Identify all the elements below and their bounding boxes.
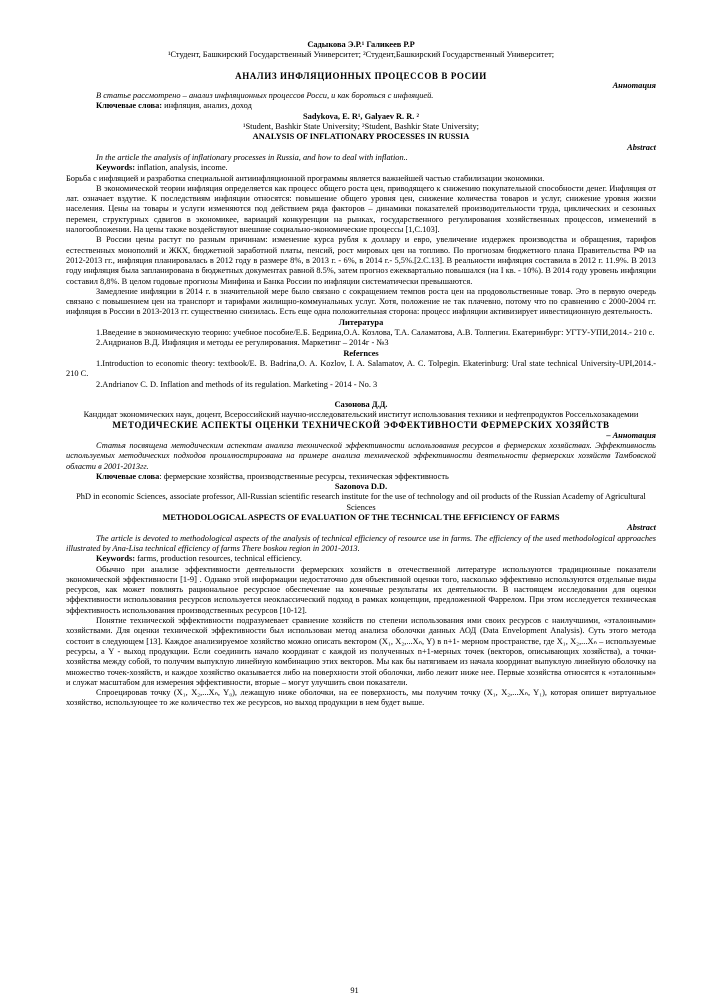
author-en: Sazonova D.D. [334, 482, 388, 492]
keywords-en: Keywords: inflation, analysis, income. [96, 163, 228, 173]
page-number: 91 [350, 986, 359, 995]
article-title-ru: МЕТОДИЧЕСКИЕ АСПЕКТЫ ОЦЕНКИ ТЕХНИЧЕСКОЙ ЭФФЕКТИВНОСТИ ФЕРМЕРСКИХ ХОЗЯЙСТВ [112, 420, 610, 431]
annotation-label: Аннотация [612, 80, 656, 90]
literature-heading: Литература [338, 317, 384, 327]
annotation-text: Статья посвящена методическим аспектам анализа технической эффективности использования ресурсов в фермерских хозяйствах. Эффективность используемых методических подходов проиллюстрирована на примере анализа технической эффективности деятельности фермерских хозяйств Тамбовской области в 2001-2013гг. [66, 440, 656, 471]
keywords-ru: Ключевые слова: инфляция, анализ, доход [96, 101, 252, 111]
affiliation-en: PhD in economic Sciences, associate professor, All-Russian scientific research institute for the use of technology and oil products of the Russian Academy of Agricultural Sciences [76, 492, 646, 512]
affiliation-en: ¹Student, Bashkir State University; ²Student, Bashkir State University; [242, 122, 479, 132]
authors-ru: Садыкова Э.Р.¹ Галикеев Р.Р [307, 40, 415, 49]
annotation-label: – Аннотация [606, 430, 656, 440]
affiliation-ru: Кандидат экономических наук, доцент, Всероссийский научно-исследовательский институт использования техники и нефтепродуктов Россельхозакадемии [83, 410, 639, 420]
abstract-text: In the article the analysis of inflationary processes in Russia, and how to deal with inflation.. [96, 152, 408, 162]
abstract-text: The article is devoted to methodological aspects of the analysis of technical efficiency of resource use in farms. The efficiency of the used methodological approaches illustrated by Ana-Lisa technical efficiency of farms There boskou region in 2001-2013. [66, 533, 656, 553]
author-ru: Сазонова Д.Д. [334, 399, 388, 409]
keywords-en: Keywords: farms, production resources, technical efficiency. [96, 554, 302, 564]
keywords-ru: Ключевые слова: фермерские хозяйства, производственные ресурсы, техническая эффективность [96, 471, 449, 481]
affiliation-ru: ¹Студент, Башкирский Государственный Университет; ²Студент,Башкирский Государственный Университет; [167, 50, 555, 60]
article-title-ru: АНАЛИЗ ИНФЛЯЦИОННЫХ ПРОЦЕССОВ В РОСИИ [235, 70, 487, 81]
literature-item: 2.Андрианов В.Д. Инфляция и методы ее регулирования. Маркетинг – 2014г - №3 [96, 338, 389, 348]
references-heading: Refernces [343, 348, 379, 358]
body-paragraph: Понятие технической эффективности подразумевает сравнение хозяйств по степени использования ими своих ресурсов с наилучшими, «эталонными» хозяйствами. Для оценки технической эффективности был использован метод анализа оболочки данных АОД (Data Envelopment Analysis). Суть этого метода состоит в следующем [13]. Каждое анализируемое хозяйство можно описать вектором (X₁, X₂,...Xₙ, Y) в n+1- мерном пространстве, где X₁, X₂,...Xₙ – используемые ресурсы, а Y - выход продукции. Если соединить начало координат с каждой из полученных n+1-мерных точек (векторов, описывающих хозяйства), а точки-хозяйства между собой, то получим выпуклую линейную комбинацию этих векторов. Мы как бы натягиваем из начала координат выпуклую линейную оболочку на множество точек-хозяйств, и каждое хозяйство оказывается либо на поверхности этой оболочки, либо лежит ниже нее. Первые хозяйства относятся к «эталонным» и служат масштабом для измерения эффективности, вторые – могут улучшить свои показатели. [66, 616, 656, 687]
body-paragraph: В экономической теории инфляция определяется как процесс общего роста цен, приводящего к снижению покупательной способности денег. Инфляция от лат. означает вздутие. К последствиям инфляции относятся: повышение общего уровня цен, снижение количества товаров и услуг, снижение уровня жизни населения. Цены на товары и услуги изменяются под действием ряда факторов – динамики показателей производительности труда, циклических и сезонных перемен, структурных сдвигов в экономикее, вариаций конкуренции на рынках, государственного регулирования хозяйственных процессов, изменений в налогообложении. На цены также воздействуют внешние социально-экономические процессы [1,С.103]. [66, 183, 656, 235]
article-title-en: ANALYSIS OF INFLATIONARY PROCESSES IN RUSSIA [252, 132, 470, 142]
literature-item: 1.Введение в экономическую теорию: учебное пособие/Е.Б. Бедрина,О.А. Козлова, Т.А. Саламатова, А.В. Толпегин. Екатеринбург: УГТУ-УПИ,2014.- 210 с. [96, 328, 655, 338]
authors-en: Sadykova, E. R¹, Galyaev R. R. ² [302, 111, 419, 121]
body-paragraph: Спроецировав точку (X₁, X₂,...Xₙ, Y₀), лежащую ниже оболочки, на ее поверхность, мы получим точку (X₁, X₂,...Xₙ, Y₁), которая опишет виртуальное хозяйство, использующее то же количество тех же ресурсов, но выход продукции в нем будет выше. [66, 688, 656, 708]
page-content [66, 40, 656, 709]
body-paragraph: В России цены растут по разным причинам: изменение курса рубля к доллару и евро, увеличение издержек производства и обращения, тарифов естественных монополий и ЖКХ, бюджетной заработной платы, пенсий, рост мировых цен на топливо. По прогнозам бюджетного плана Правительства РФ на 2012-2013 гг., инфляция планировалась в 2012 году в размере 8%, в 2013 г. - 6%, в 2014 г.- 5,5%.[2.С.13]. В реальности инфляция составила в 2012 г. 11.9%. В 2013 году инфляция была запланирована в бюджетных документах равной 8.5%, затем прогноз ежеквартально повышался (на I кв. - 10%). В 2014 году уровень инфляции составил 8,8%. В целом годовые прогнозы Минфина и Банка России по инфляции систематически превышаются. [66, 235, 656, 286]
body-paragraph: Обычно при анализе эффективности деятельности фермерских хозяйств в отечественной литературе используются традиционные показатели экономической эффективности [1-9] . Однако этой информации недостаточно для объективной оценки того, насколько эффективно используются отдельные виды ресурсов, как может повлиять рациональное ресурсное обеспечение на конечные результаты их деятельности. В настоящем исследовании для оценки эффективности использования ресурсов используется неоклассический подход в рамках концепции, предложенной Фаррелом. При этом исследуется техническая эффективность использования производственных ресурсов [10-12]. [66, 564, 656, 615]
article-title-en: METHODOLOGICAL ASPECTS OF EVALUATION OF THE TECHNICAL THE EFFICIENCY OF FARMS [162, 513, 560, 523]
body-paragraph: Замедление инфляции в 2014 г. в значительной мере было связано с сокращением темпов роста цен на продовольственные товар. Это в первую очередь связано с повышением цен на транспорт и тарифами жилищно-коммунальных услуг. Хотя, положение не так плачевно, потому что по сравнению с 2000-2004 гг. инфляция в России в 2013-2013 гг. существенно снизилась. Есть еще одна положительная сторона: процесс инфляции активизирует инвестиционную деятельность. [66, 286, 656, 317]
reference-item: 2.Andrianov C. D. Inflation and methods of its regulation. Marketing - 2014 - No. 3 [96, 379, 378, 389]
abstract-label: Abstract [627, 523, 656, 533]
reference-item: 1.Introduction to economic theory: textbook/E. B. Badrina,O. A. Kozlov, I. A. Salamatov, A. C. Tolpegin. Ekaterinburg: Ural state technical University-UPI,2014.- 210 C. [66, 358, 656, 379]
body-paragraph: Борьба с инфляцией и разработка специальной антиинфляционной программы является важнейшей частью стабилизации экономики. [66, 173, 545, 183]
annotation-text: В статье рассмотрено – анализ инфляционных процессов Росси, и как бороться с инфляцией. [96, 91, 434, 101]
abstract-label: Abstract [627, 142, 656, 152]
